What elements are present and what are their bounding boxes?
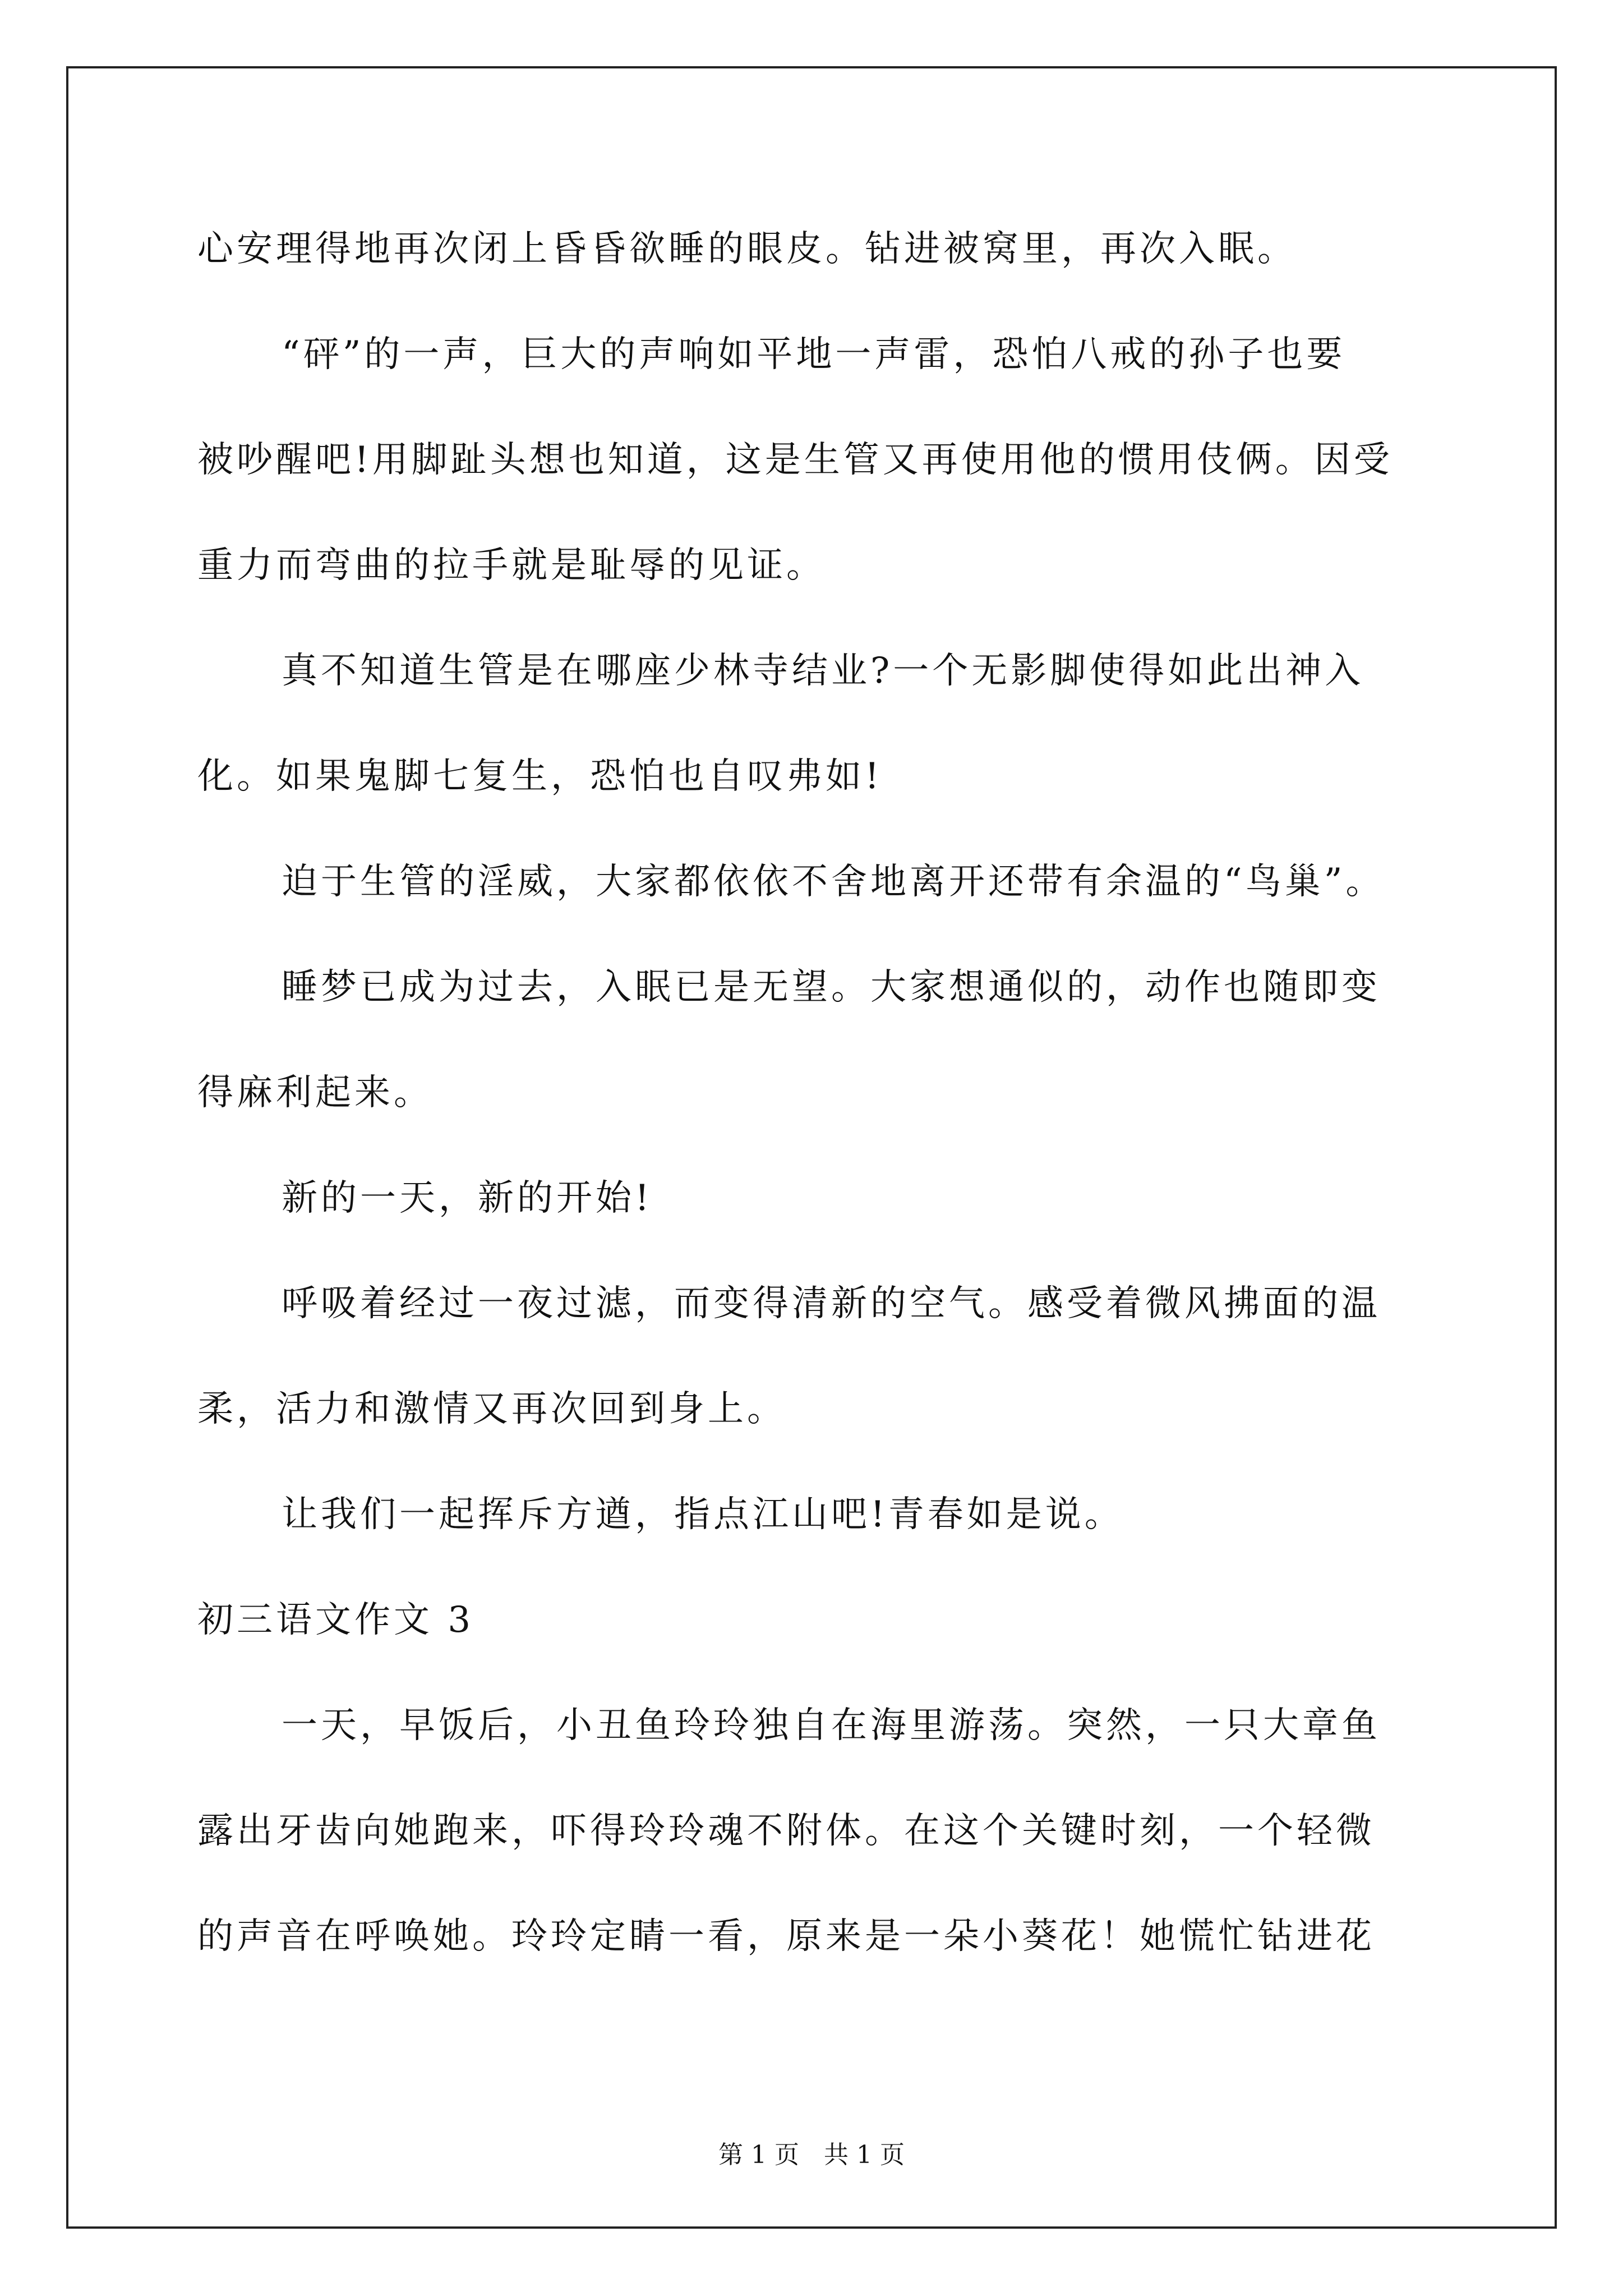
text-line-10: 新的一天，新的开始!: [282, 1177, 653, 1219]
text-line-5: 真不知道生管是在哪座少林寺结业?一个无影脚使得如此出神入: [282, 650, 1364, 692]
text-line-4: 重力而弯曲的拉手就是耻辱的见证。: [197, 545, 826, 586]
text-line-12: 柔，活力和激情又再次回到身上。: [197, 1388, 786, 1430]
text-line-2: “砰”的一声，巨大的声响如平地一声雷，恐怕八戒的孙子也要: [282, 334, 1346, 375]
text-line-8: 睡梦已成为过去，入眠已是无望。大家想通似的，动作也随即变: [282, 967, 1381, 1008]
document-body: [197, 196, 1426, 1989]
text-line-7: 迫于生管的淫威，大家都依依不舍地离开还带有余温的“鸟巢”。: [282, 861, 1385, 903]
text-line-11: 呼吸着经过一夜过滤，而变得清新的空气。感受着微风拂面的温: [282, 1283, 1381, 1324]
text-line-6: 化。如果鬼脚七复生，恐怕也自叹弗如!: [197, 756, 883, 797]
text-line-15: 一天，早饭后，小丑鱼玲玲独自在海里游荡。突然，一只大章鱼: [282, 1705, 1381, 1746]
text-line-9: 得麻利起来。: [197, 1072, 433, 1114]
section-heading: 初三语文作文 3: [197, 1599, 474, 1641]
page-footer: 第 1 页 共 1 页: [718, 2141, 905, 2169]
text-line-3: 被吵醒吧!用脚趾头想也知道，这是生管又再使用他的惯用伎俩。因受: [197, 439, 1393, 481]
text-line-1: 心安理得地再次闭上昏昏欲睡的眼皮。钻进被窝里，再次入眠。: [197, 228, 1297, 270]
text-line-17: 的声音在呼唤她。玲玲定睛一看，原来是一朵小葵花！她慌忙钻进花: [197, 1916, 1375, 1957]
text-line-13: 让我们一起挥斥方遒，指点江山吧!青春如是说。: [282, 1494, 1124, 1535]
text-line-16: 露出牙齿向她跑来，吓得玲玲魂不附体。在这个关键时刻，一个轻微: [197, 1810, 1375, 1852]
